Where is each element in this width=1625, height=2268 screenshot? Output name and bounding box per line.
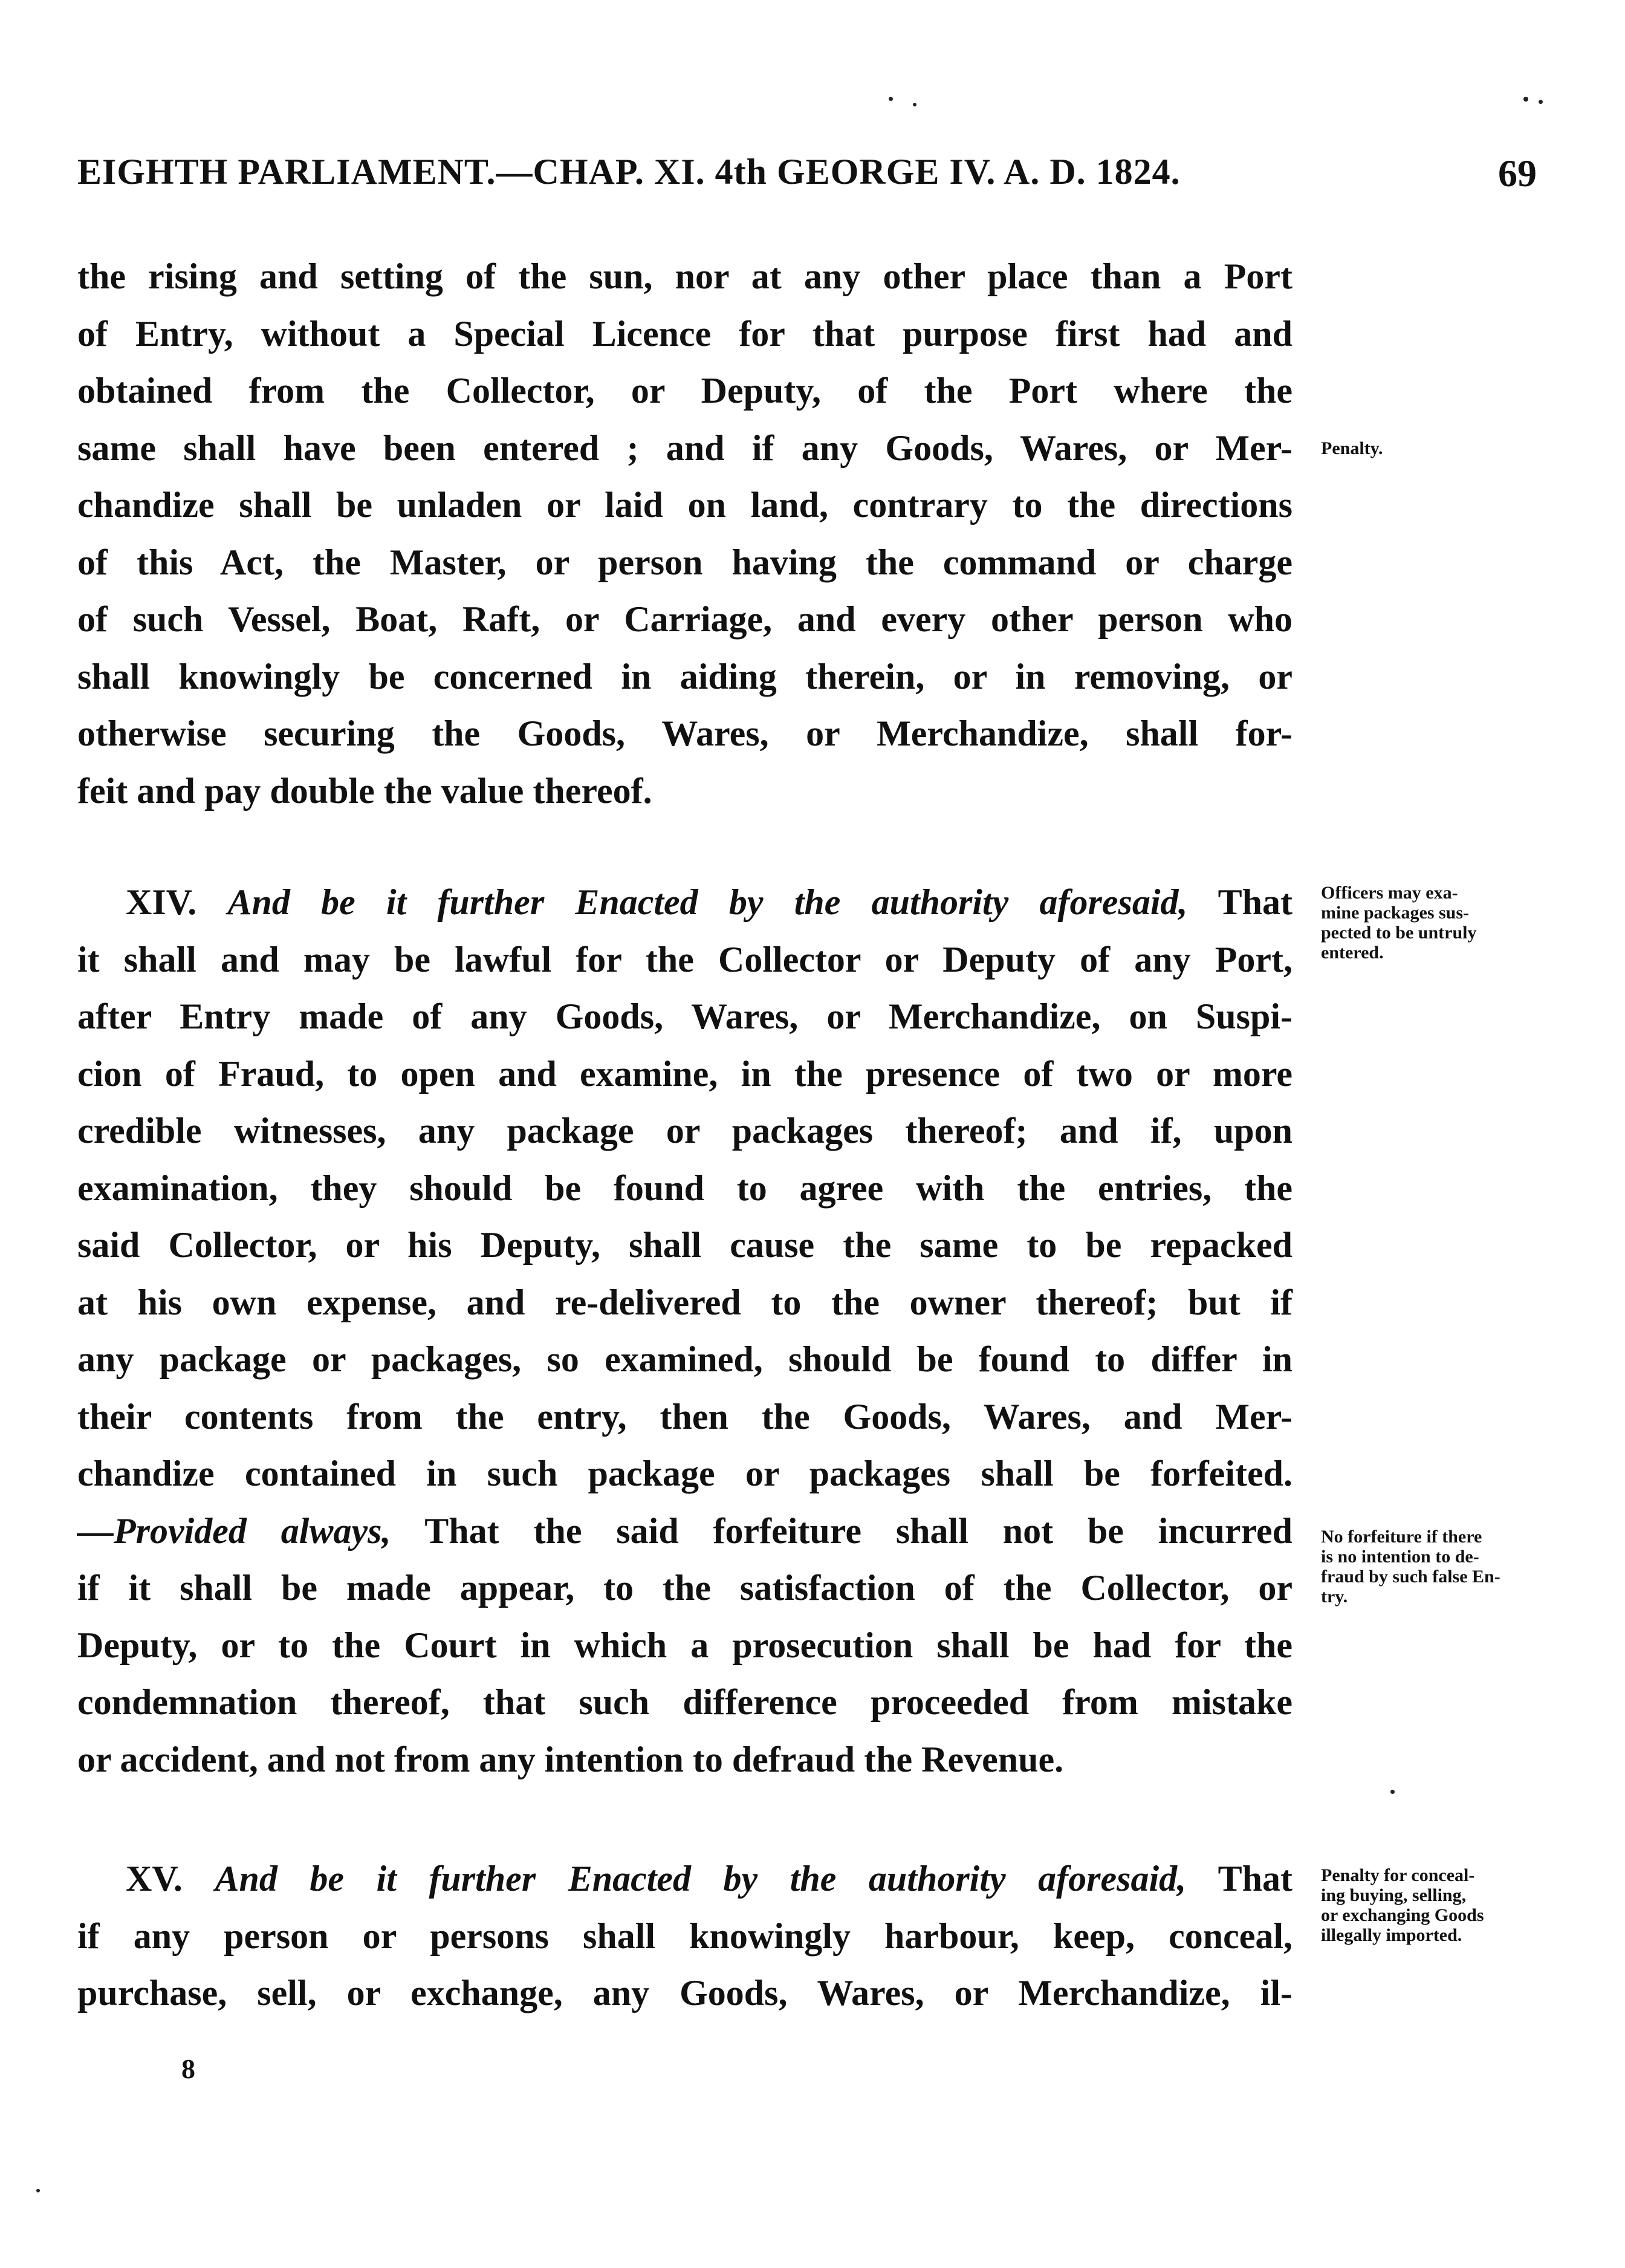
text-line: the rising and setting of the sun, nor at any other place than a Port bbox=[77, 256, 1293, 296]
text-line: after Entry made of any Goods, Wares, or Merchandize, on Suspi- bbox=[77, 996, 1293, 1036]
marginal-note-line: No forfeiture if there bbox=[1321, 1527, 1482, 1547]
text-line: otherwise securing the Goods, Wares, or Merchandize, shall for- bbox=[77, 713, 1293, 753]
text-line: their contents from the entry, then the Goods, Wares, and Mer- bbox=[77, 1396, 1293, 1437]
marginal-note-penalty-concealing bbox=[1321, 1865, 1575, 1945]
text-line: of Entry, without a Special Licence for that purpose first had and bbox=[77, 313, 1293, 354]
enacting-clause: And be it further Enacted by the authority aforesaid, bbox=[215, 1859, 1187, 1899]
marginal-note-line: Penalty for conceal- bbox=[1321, 1865, 1475, 1885]
marginal-note-line: Penalty. bbox=[1321, 438, 1383, 458]
marginal-note-no-forfeiture bbox=[1321, 1527, 1575, 1607]
text-line: said Collector, or his Deputy, shall cause the same to be repacked bbox=[77, 1225, 1293, 1265]
text-fragment: That bbox=[1218, 882, 1293, 922]
text-line: any package or packages, so examined, should be found to differ in bbox=[77, 1339, 1293, 1379]
text-line: at his own expense, and re-delivered to the owner thereof; but if bbox=[77, 1282, 1293, 1322]
text-line: feit and pay double the value thereof. bbox=[77, 770, 652, 811]
text-line: credible witnesses, any package or packages thereof; and if, upon bbox=[77, 1111, 1293, 1151]
scan-speck bbox=[1539, 100, 1543, 104]
marginal-note-line: fraud by such false En- bbox=[1321, 1567, 1500, 1587]
section-number: XV. bbox=[126, 1859, 183, 1899]
marginal-note-line: try. bbox=[1321, 1587, 1348, 1607]
section-first-line bbox=[77, 1850, 1293, 1908]
section-first-line bbox=[77, 874, 1293, 931]
text-fragment: That the said forfeiture shall not be incurred bbox=[424, 1510, 1293, 1551]
marginal-note-line: ing buying, selling, bbox=[1321, 1885, 1467, 1905]
marginal-note-line: pected to be untruly bbox=[1321, 923, 1477, 943]
text-line: if any person or persons shall knowingly harbour, keep, conceal, bbox=[77, 1915, 1293, 1956]
marginal-note-line: mine packages sus- bbox=[1321, 903, 1470, 923]
scan-speck bbox=[913, 103, 916, 106]
marginal-note-line: is no intention to de- bbox=[1321, 1547, 1479, 1567]
running-head: EIGHTH PARLIAMENT.—CHAP. XI. 4th GEORGE IV. A. D. 1824. bbox=[77, 152, 1181, 192]
marginal-note-line: illegally imported. bbox=[1321, 1925, 1462, 1945]
marginal-note-line: Officers may exa- bbox=[1321, 883, 1458, 903]
scan-speck bbox=[1390, 1790, 1395, 1794]
text-line: chandize contained in such package or packages shall be forfeited. bbox=[77, 1454, 1293, 1493]
text-fragment: That bbox=[1218, 1859, 1293, 1899]
marginal-note-officers bbox=[1321, 883, 1575, 963]
text-line: examination, they should be found to agree with the entries, the bbox=[77, 1168, 1293, 1208]
text-line: of this Act, the Master, or person having the command or charge bbox=[77, 542, 1293, 582]
signature-mark: 8 bbox=[181, 2053, 195, 2084]
text-line: if it shall be made appear, to the satisfaction of the Collector, or bbox=[77, 1568, 1293, 1608]
page-number: 69 bbox=[1498, 152, 1537, 195]
marginal-note-line: or exchanging Goods bbox=[1321, 1905, 1484, 1925]
text-line: it shall and may be lawful for the Collector or Deputy of any Port, bbox=[77, 939, 1293, 980]
text-line: obtained from the Collector, or Deputy, of the Port where the bbox=[77, 371, 1293, 411]
enacting-clause: And be it further Enacted by the authority aforesaid, bbox=[227, 882, 1188, 922]
text-line: Deputy, or to the Court in which a prosecution shall be had for the bbox=[77, 1625, 1293, 1665]
proviso-label: —Provided always, bbox=[77, 1510, 391, 1551]
proviso-line bbox=[77, 1503, 1293, 1560]
section-xv bbox=[77, 1850, 1293, 2022]
text-line: purchase, sell, or exchange, any Goods, Wares, or Merchandize, il- bbox=[77, 1973, 1293, 2013]
scan-speck bbox=[1523, 97, 1528, 102]
text-line: shall knowingly be concerned in aiding therein, or in removing, or bbox=[77, 656, 1293, 697]
text-line: condemnation thereof, that such difference proceeded from mistake bbox=[77, 1682, 1293, 1722]
section-xiv bbox=[77, 874, 1293, 1788]
marginal-note-penalty bbox=[1321, 438, 1575, 458]
text-line: cion of Fraud, to open and examine, in the presence of two or more bbox=[77, 1053, 1293, 1094]
scan-speck bbox=[36, 2189, 40, 2192]
text-line: or accident, and not from any intention to defraud the Revenue. bbox=[77, 1739, 1064, 1779]
section-number: XIV. bbox=[126, 882, 197, 922]
text-line: chandize shall be unladen or laid on land, contrary to the directions bbox=[77, 485, 1293, 525]
text-line: of such Vessel, Boat, Raft, or Carriage, and every other person who bbox=[77, 599, 1293, 639]
marginal-note-line: entered. bbox=[1321, 943, 1384, 963]
paragraph-continuation bbox=[77, 248, 1293, 819]
text-line: same shall have been entered ; and if any Goods, Wares, or Mer- bbox=[77, 427, 1293, 468]
scan-speck bbox=[889, 97, 893, 101]
